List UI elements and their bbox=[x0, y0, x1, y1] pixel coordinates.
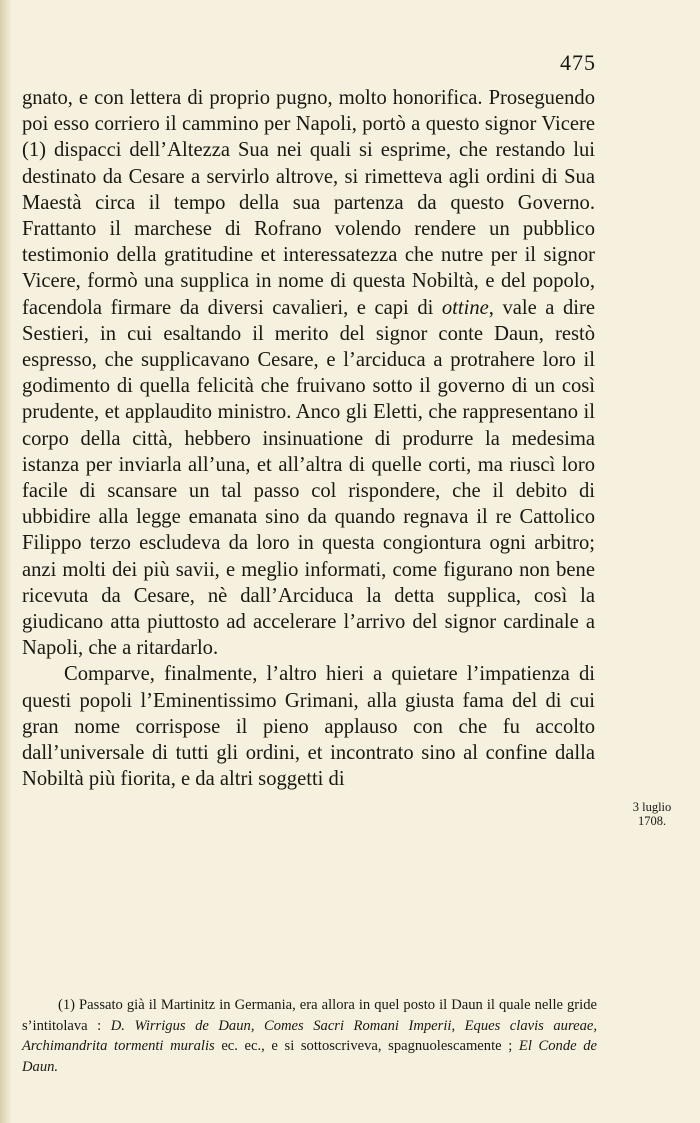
margin-note-year: 1708. bbox=[637, 814, 667, 828]
paragraph-1-italic: ottine bbox=[441, 296, 489, 319]
page-number: 475 bbox=[560, 50, 596, 75]
footnote-italic-title: D. Wirrigus de Daun, Comes Sacri Romani Imperii, Eques clavis aureae, Archimandrita tormenti muralis bbox=[22, 1017, 597, 1054]
paragraph-1 bbox=[22, 85, 595, 661]
page-spine-shadow bbox=[0, 0, 12, 1123]
footnote bbox=[22, 995, 597, 1077]
main-text bbox=[22, 85, 595, 792]
footnote-paragraph bbox=[22, 995, 597, 1077]
margin-note-day: 3 luglio bbox=[632, 800, 672, 814]
paragraph-1-rest: , vale a dire Sestieri, in cui esaltando il merito del signor conte Daun, restò espresso, che supplicavano Cesare, e l’arciduca a protrahere loro il godimento di quella felicità che fruivano sotto il governo di un così prudente, et applaudito ministro. Anco gli Eletti, che rappresentano il corpo della città, hebbero insinuatione di produrre la medesima istanza per inviarla all’una, et all’altra di quelle corti, ma riuscì loro facile di scansare un tal passo col rispondere, che il debito di ubbidire alla legge emanata sino da quando regnava il re Cattolico Filippo terzo escludeva da loro in questa congiontura ogni arbitro; anzi molti dei più savii, e meglio informati, come figurano non bene ricevuta da Cesare, nè dall’Arciduca la detta supplica, così la giudicano atta piuttosto ad accelerare l’arrivo del signor cardinale a Napoli, che a ritardarlo. bbox=[22, 296, 595, 660]
paragraph-1-text: gnato, e con lettera di proprio pugno, molto honorifica. Proseguendo poi esso corriero il cammino per Napoli, portò a questo signor Vicere (1) dispacci dell’Altezza Sua nei quali si esprime, che restando lui destinato da Cesare a servirlo altrove, si rimetteva agli ordini di Sua Maestà circa il tempo della sua partenza da questo Governo. Frattanto il marchese di Rofrano volendo rendere un pubblico testimonio della gratitudine et interessatezza che nutre per il signor Vicere, formò una supplica in nome di questa Nobiltà, e del popolo, facendola firmare da diversi cavalieri, e capi di bbox=[22, 87, 595, 319]
footnote-text-c: ec. ec., e si sottoscriveva, spagnuolescamente ; bbox=[214, 1038, 519, 1054]
margin-date-note bbox=[612, 800, 692, 828]
footnote-text-a: (1) Passato già il Martinitz in Germania, era allora in quel posto il Daun il quale nelle gride s’intitolava : bbox=[22, 997, 597, 1034]
paragraph-2: Comparve, finalmente, l’altro hieri a quietare l’impatienza di questi popoli l’Eminentissimo Grimani, alla giusta fama del di cui gran nome corrispose il pieno applauso con che fu accolto dall’universale di tutti gli ordini, et incontrato sino al confine dalla Nobiltà più fiorita, e da altri soggetti di bbox=[22, 663, 595, 791]
footnote-italic-signature: El Conde de Daun. bbox=[22, 1038, 597, 1075]
